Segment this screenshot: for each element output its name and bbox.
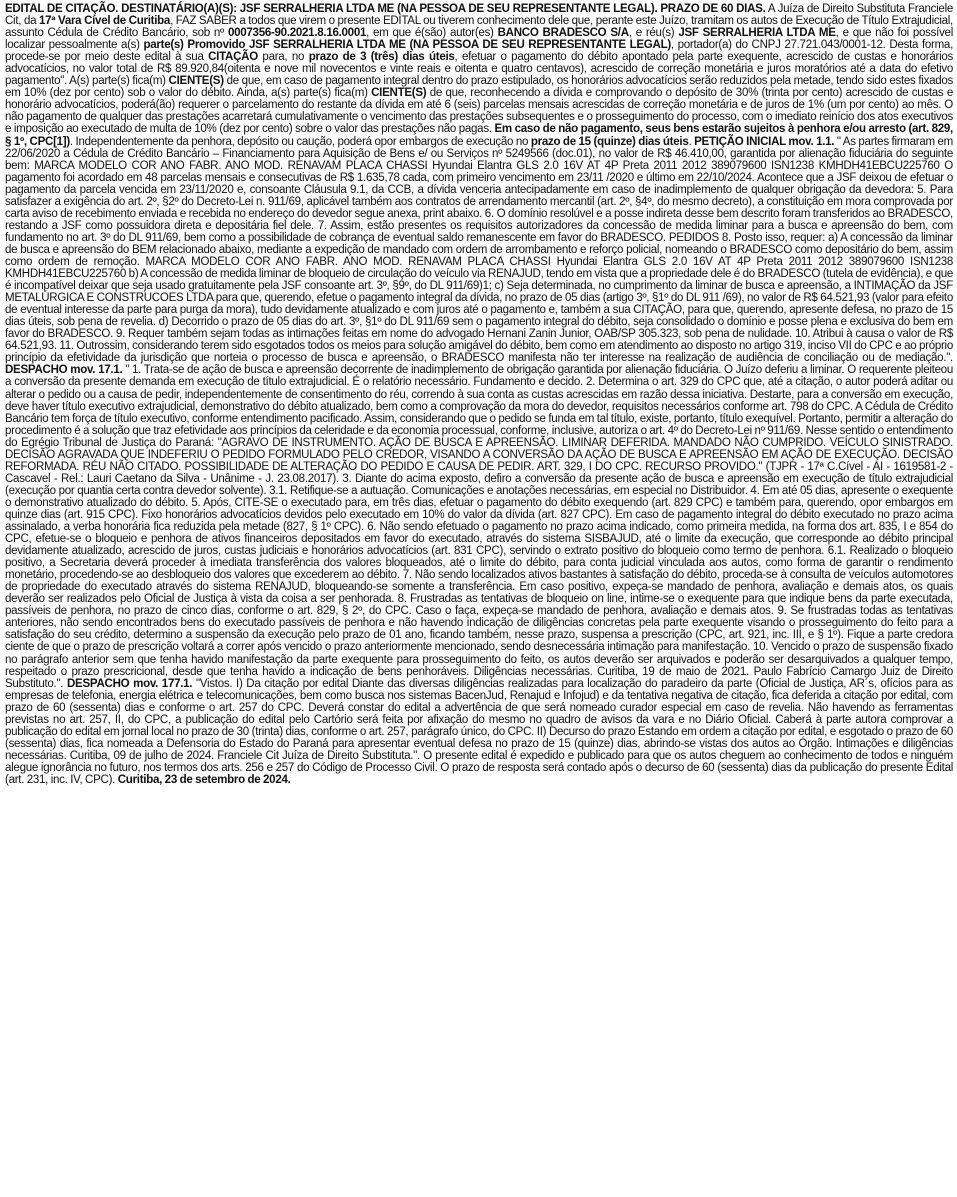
text-segment: A Juíza de Direito Substituta Franciele Cit, da <box>5 3 954 28</box>
text-segment: de que, reconhecendo a dívida e comprovando o depósito de 30% (trinta por cento) acrescido de custas e honorário advocatícios, poderá(ão) requerer o parcelamento do restante da dívida em até 6 (seis) parcelas mensais acrescidas de correção monetária e de juros de 1% (um por cento) ao mês. O não pagamento de qualquer das prestações acarretará cumulativamente o vencimento das prestações subsequentes e o prosseguimento do processo, com o imediato reinício dos atos executivos e imposição ao executado de multa de 10% (dez por cento) sobre o valor das prestações não pagas. <box>5 87 953 136</box>
text-segment: de que, em caso de pagamento integral dentro do prazo estipulado, os honorários advocatícios serão reduzidos pela metade, tendo sido estes fixados em 10% (dez por cento) sob o valor do débito. Ainda, a(s) parte(s) fica(m) <box>5 75 953 100</box>
bold-text-segment: Curitiba, 23 de setembro de 2024. <box>117 774 291 786</box>
text-segment: para, no <box>257 51 309 64</box>
text-segment: . Independentemente da penhora, depósito ou caução, poderá opor embargos de execução no <box>69 135 531 148</box>
bold-text-segment: prazo de 15 (quinze) dias úteis <box>530 135 689 148</box>
edital-citacao-text <box>5 3 953 786</box>
text-segment: , e réu(s) <box>628 27 679 40</box>
text-segment: "Vistos. I) Da citação por edital Diante das diversas diligências realizadas para localização do paradeiro da parte (Oficial de Justiça, AR´s, ofícios para as empresas de telefonia, energia elétrica e telecomunicações, bem como busca nos sistemas BacenJud, Renajud e Infojud) e da tentativa negativa de citação, fica deferida a citação por edital, com prazo de 60 (sessenta) dias e conforme o art. 257 do CPC. Deverá constar do edital a advertência de que será nomeado curador especial em caso de revelia. Não havendo as ferramentas previstas no art. 257, II, do CPC, a publicação do edital pelo Cartório será feita por afixação do mesmo no quadro de avisos da vara e no Diário Oficial. Caberá à parte autora comprovar a publicação do edital em jornal local no prazo de 30 (trinta) dias, conforme o art. 257, parágrafo único, do CPC. II) Decurso do prazo Estando em ordem a citação por edital, e esgotado o prazo de 60 (sessenta) dias, fica nomeada a Defensoria do Estado do Paraná para apresentar eventual defesa no prazo de 15 (quinze) dias, abrindo-se vistas dos autos ao Órgão. Intimações e diligências necessárias. Curitiba, 09 de julho de 2024. Franciele Cit Juíza de Direito Substituta.". O presente edital é expedido e publicado para que os autos cheguem ao conhecimento de todos e ninguém alegue ignorância no futuro, nos termos dos arts. 256 e 257 do Código de Processo Civil. O prazo de resposta será contado após o decurso de 60 (sessenta) dias da publicação do presente Edital (art. 231, inc. IV, CPC). <box>5 677 954 786</box>
bold-text-segment: EDITAL DE CITAÇÃO. DESTINATÁRIO(A)(S): JSF SERRALHERIA LTDA ME (NA PESSOA DE SEU REPRESENTANTE LEGAL). PRAZO DE 60 DIAS. <box>5 3 766 15</box>
bold-text-segment: DESPACHO mov. 177.1. <box>66 677 193 690</box>
bold-text-segment: PETIÇÃO INICIAL mov. 1.1. <box>694 135 835 148</box>
bold-text-segment: CIENTE(S) <box>371 87 427 100</box>
text-segment: , efetuar o pagamento do débito apontado pela parte exequente, acrescido de custas e honorários advocatícios, no valor total de R$ 89.920,84(oitenta e nove mil novecentos e vinte reais e oitenta e quatro centavos), acrescido de correção monetária e juros moratórios até a data do efetivo pagamento". A(s) parte(s) fica(m) <box>5 51 953 88</box>
text-segment: , FAZ SABER a todos que virem o presente EDITAL ou tiverem conhecimento dele que, perante este Juízo, tramitam os autos de Execução de Título Extrajudicial, assunto Cédula de Crédito Bancário, sob nº <box>5 15 953 40</box>
bold-text-segment: CIENTE(S) <box>168 75 224 88</box>
bold-text-segment: Em caso de não pagamento, seus bens estarão sujeitos à penhora e/ou arresto (art. 829, § 1º, CPC[1]) <box>5 123 953 148</box>
text-segment: , portador(a) do CNPJ 27.721.043/0001-12. Desta forma, procede-se por meio deste edital à sua <box>5 39 953 64</box>
text-segment: , em que é(são) autor(es) <box>366 27 498 40</box>
bold-text-segment: JSF SERRALHERIA LTDA ME <box>678 27 836 40</box>
text-segment: . <box>688 135 695 148</box>
bold-text-segment: 0007356-90.2021.8.16.0001 <box>227 27 367 40</box>
text-segment: , e que não foi possível localizar pessoalmente a(s) <box>5 27 953 52</box>
bold-text-segment: parte(s) Promovido JSF SERRALHERIA LTDA ME (NA PESSOA DE SEU REPRESENTANTE LEGAL) <box>143 39 671 52</box>
bold-text-segment: CITAÇÃO <box>208 51 258 64</box>
text-segment: " As partes firmaram em 22/06/2020 a Cédula de Crédito Bancário – Financiamento para Aquisição de Bens e/ ou Serviços nº 5249566 (doc.01), no valor de R$ 46.410,00, garantida por alienação fiduciária do seguinte bem: MARCA MODELO COR ANO FABR. ANO MOD. RENAVAM PLACA CHASSI Hyundai Elantra GLS 2.0 16V AT 4P Preta 2011 2012 389079600 ISN1238 KMHDH41EBCU225760 O pagamento foi acordado em 48 parcelas mensais e consecutivas de R$ 1.635,78 cada, com primeiro vencimento em 23/11 /2020 e último em 22/10/2024. Acontece que a JSF deixou de efetuar o pagamento da parcela vencida em 23/11/2020 e, consoante Cláusula 9.1, da CCB, a dívida venceria antecipadamente em caso de inadimplemento de qualquer obrigação da devedora: 5. Para satisfazer a exigência do art. 2º, §2º do Decreto-Lei n. 911/69, aplicável também aos contratos de arrendamento mercantil (art. 2º, §4º, do mesmo decreto), a constituição em mora comprovada por carta aviso de recebimento enviada e recebida no endereço do devedor segue anexa, print abaixo. 6. O domínio resolúvel e a posse indireta desse bem descrito foram transferidos ao BRADESCO, restando a JSF como possuidora direta e depositária fiel dele. 7. Assim, estão presentes os requisitos autorizadores da concessão de medida liminar para a busca e apreensão do bem, com fundamento no art. 3º do DL 911/69, bem como a possibilidade de cobrança de eventual saldo remanescente em favor do BRADESCO. PEDIDOS 8. Posto isso, requer: a) A concessão da liminar de busca e apreensão do BEM relacionado abaixo, mediante a expedição de mandado com ordem de arrombamento e reforço policial, nomeando o BRADESCO como depositário do bem, assim como ordem de remoção. MARCA MODELO COR ANO FABR. ANO MOD. RENAVAM PLACA CHASSI Hyundai Elantra GLS 2.0 16V AT 4P Preta 2011 2012 389079600 ISN1238 KMHDH41EBCU225760 b) A concessão de medida liminar de bloqueio de circulação do veículo via RENAJUD, tendo em vista que a propriedade dele é do BRADESCO (tutela de evidência), e que é incompatível deixar que seja usado gratuitamente pela JSF consoante art. 3º, §9º, do DL 911/69)1; c) Seja determinada, no cumprimento da liminar de busca e apreensão, a INTIMAÇÃO da JSF METALÚRGICA E CONSTRUCOES LTDA para que, querendo, efetue o pagamento integral da dívida, no prazo de 05 dias (artigo 3º, §1º do DL 911 /69), no valor de R$ 64.521,93 (valor para efeito de eventual interesse da parte para purga da mora), tudo devidamente atualizado e com juros até o pagamento e, também a sua CITAÇÃO, para que, querendo, apresente defesa, no prazo de 15 dias úteis, sob pena de revelia. d) Decorrido o prazo de 05 dias do art. 3º, §1º do DL 911/69 sem o pagamento integral do débito, seja consolidado o domínio e posse plena e exclusiva do bem em favor do BRADESCO. 9. Requer também sejam todas as intimações feitas em nome do advogado Hernani Zanin Junior, OAB/SP 305.323, sob pena de nulidade. 10. Atribui à causa o valor de R$ 64.521,93. 11. Outrossim, considerando terem sido esgotados todos os meios para solução amigável do débito, bem como em atendimento ao disposto no artigo 319, inciso VII do CPC e ao próprio princípio da efetividade da jurisdição que norteia o processo de busca e apreensão, o BRADESCO manifesta não ter interesse na realização de audiência de conciliação ou de mediação.". <box>5 135 954 365</box>
bold-text-segment: BANCO BRADESCO S/A <box>497 27 629 40</box>
bold-text-segment: prazo de 3 (três) dias úteis <box>308 51 455 64</box>
text-segment: " 1. Trata-se de ação de busca e apreensão decorrente de inadimplemento de obrigação garantida por alienação fiduciária. O Juízo deferiu a liminar. O requerente pleiteou a conversão da presente demanda em execução de título extrajudicial. É o relatório necessário. Fundamento e decido. 2. Determina o art. 329 do CPC que, até a citação, o autor poderá aditar ou alterar o pedido ou a causa de pedir, independentemente de consentimento do réu, correndo à sua conta as custas acrescidas em razão dessa iniciativa. Destarte, para a conversão em execução, deve haver título executivo extrajudicial, demonstrativo do débito atualizado, bem como a comprovação da mora do devedor, requisitos necessários conforme art. 798 do CPC. A Cédula de Crédito Bancário tem força de título executivo, conforme entendimento pacificado. Assim, considerando que o pedido se funda em tal título, existe, portanto, título exequível. Portanto, permitir a alteração do procedimento é a solução que traz efetividade aos princípios da celeridade e da economia processual, conforme, inclusive, autoriza o art. 4º do Decreto-Lei nº 911/69. Nesse sentido o entendimento do Egrégio Tribunal de Justiça do Paraná: "AGRAVO DE INSTRUMENTO. AÇÃO DE BUSCA E APREENSÃO. LIMINAR DEFERIDA. MANDADO NÃO CUMPRIDO. VEÍCULO SINISTRADO. DECISÃO AGRAVADA QUE INDEFERIU O PEDIDO FORMULADO PELO CREDOR, VISANDO A CONVERSÃO DA AÇÃO DE BUSCA E APREENSÃO EM AÇÃO DE EXECUÇÃO. DECISÃO REFORMADA. RÉU NÃO CITADO. POSSIBILIDADE DE ALTERAÇÃO DO PEDIDO E CAUSA DE PEDIR. ART. 329, I DO CPC. RECURSO PROVIDO." (TJPR - 17ª C.Cível - AI - 1619581-2 - Cascavel - Rel.: Lauri Caetano da Silva - Unânime - J. 23.08.2017). 3. Diante do acima exposto, defiro a conversão da presente ação de busca e apreensão em execução de título extrajudicial (execução por quantia certa contra devedor solvente). 3.1. Retifique-se a autuação. Comunicações e anotações necessárias, em especial no Distribuidor. 4. Em até 05 dias, apresente o exequente o demonstrativo atualizado do débito. 5. Após, CITE-SE o executado para, em três dias, efetuar o pagamento do débito exequendo (art. 829 CPC) e também para, querendo, opor embargos em quinze dias (art. 915 CPC). Fixo honorários advocatícios devidos pelo executado em 10% do valor da dívida (art. 827 CPC). Em caso de pagamento integral do débito executado no prazo acima assinalado, a verba honorária fica reduzida pela metade (827, § 1º CPC). 6. Não sendo efetuado o pagamento no prazo acima indicado, como primeira medida, na forma dos art. 835, I e 854 do CPC, efetue-se o bloqueio e penhora de ativos financeiros depositados em favor do executado, através do sistema SISBAJUD, até o limite da execução, que corresponde ao débito principal devidamente atualizado, acrescido de juros, custas judiciais e honorários advocatícios (art. 831 CPC), servindo o extrato positivo do bloqueio como termo de penhora. 6.1. Realizado o bloqueio positivo, a Secretaria deverá proceder à imediata transferência dos valores bloqueados, até o limite do débito, para conta judicial vinculada aos autos, como forma de garantir o rendimento monetário, procedendo-se ao desbloqueio dos valores que excederem ao débito. 7. Não sendo localizados ativos bastantes à satisfação do débito, proceda-se à consulta de veículos automotores de propriedade do executado através do sistema RENAJUD, bloqueando-se somente a transferência. Em caso positivo, expeça-se mandado de penhora, avaliação e demais atos, os quais deverão ser realizados pelo Oficial de Justiça à vista da coisa a ser penhorada. 8. Frustradas as tentativas de bloqueio on line, intime-se o exequente para que indique bens da parte executada, passíveis de penhora, no prazo de cinco dias, conforme o art. 829, § 2º, do CPC. Caso o faça, expeça-se mandado de penhora, avaliação e demais atos. 9. Se frustradas todas as tentativas anteriores, não sendo encontrados bens do executado passíveis de penhora e não havendo indicação de diligências concretas pela parte exequente visando o prosseguimento do feito para a satisfação do seu crédito, determino a suspensão da execução pelo prazo de 01 ano, ficando também, nesse prazo, suspensa a prescrição (CPC, art. 921, inc. III, e § 1º). Fique a parte credora ciente de que o prazo de prescrição voltará a correr após vencido o prazo anteriormente mencionado, sendo desnecessária intimação para manifestação. 10. Vencido o prazo de suspensão fixado no parágrafo anterior sem que tenha havido manifestação da parte exequente para prosseguimento do feito, os autos deverão ser arquivados e poderão ser desarquivados a qualquer tempo, respeitado o prazo prescricional, desde que tenha havido a indicação de bens penhoráveis. Diligências necessárias. Curitiba, 19 de maio de 2021. Paulo Fabrício Camargo Juiz de Direito Substituto.". <box>5 364 954 690</box>
bold-text-segment: 17ª Vara Cível de Curitiba <box>39 15 171 28</box>
bold-text-segment: DESPACHO mov. 17.1. <box>5 364 123 377</box>
